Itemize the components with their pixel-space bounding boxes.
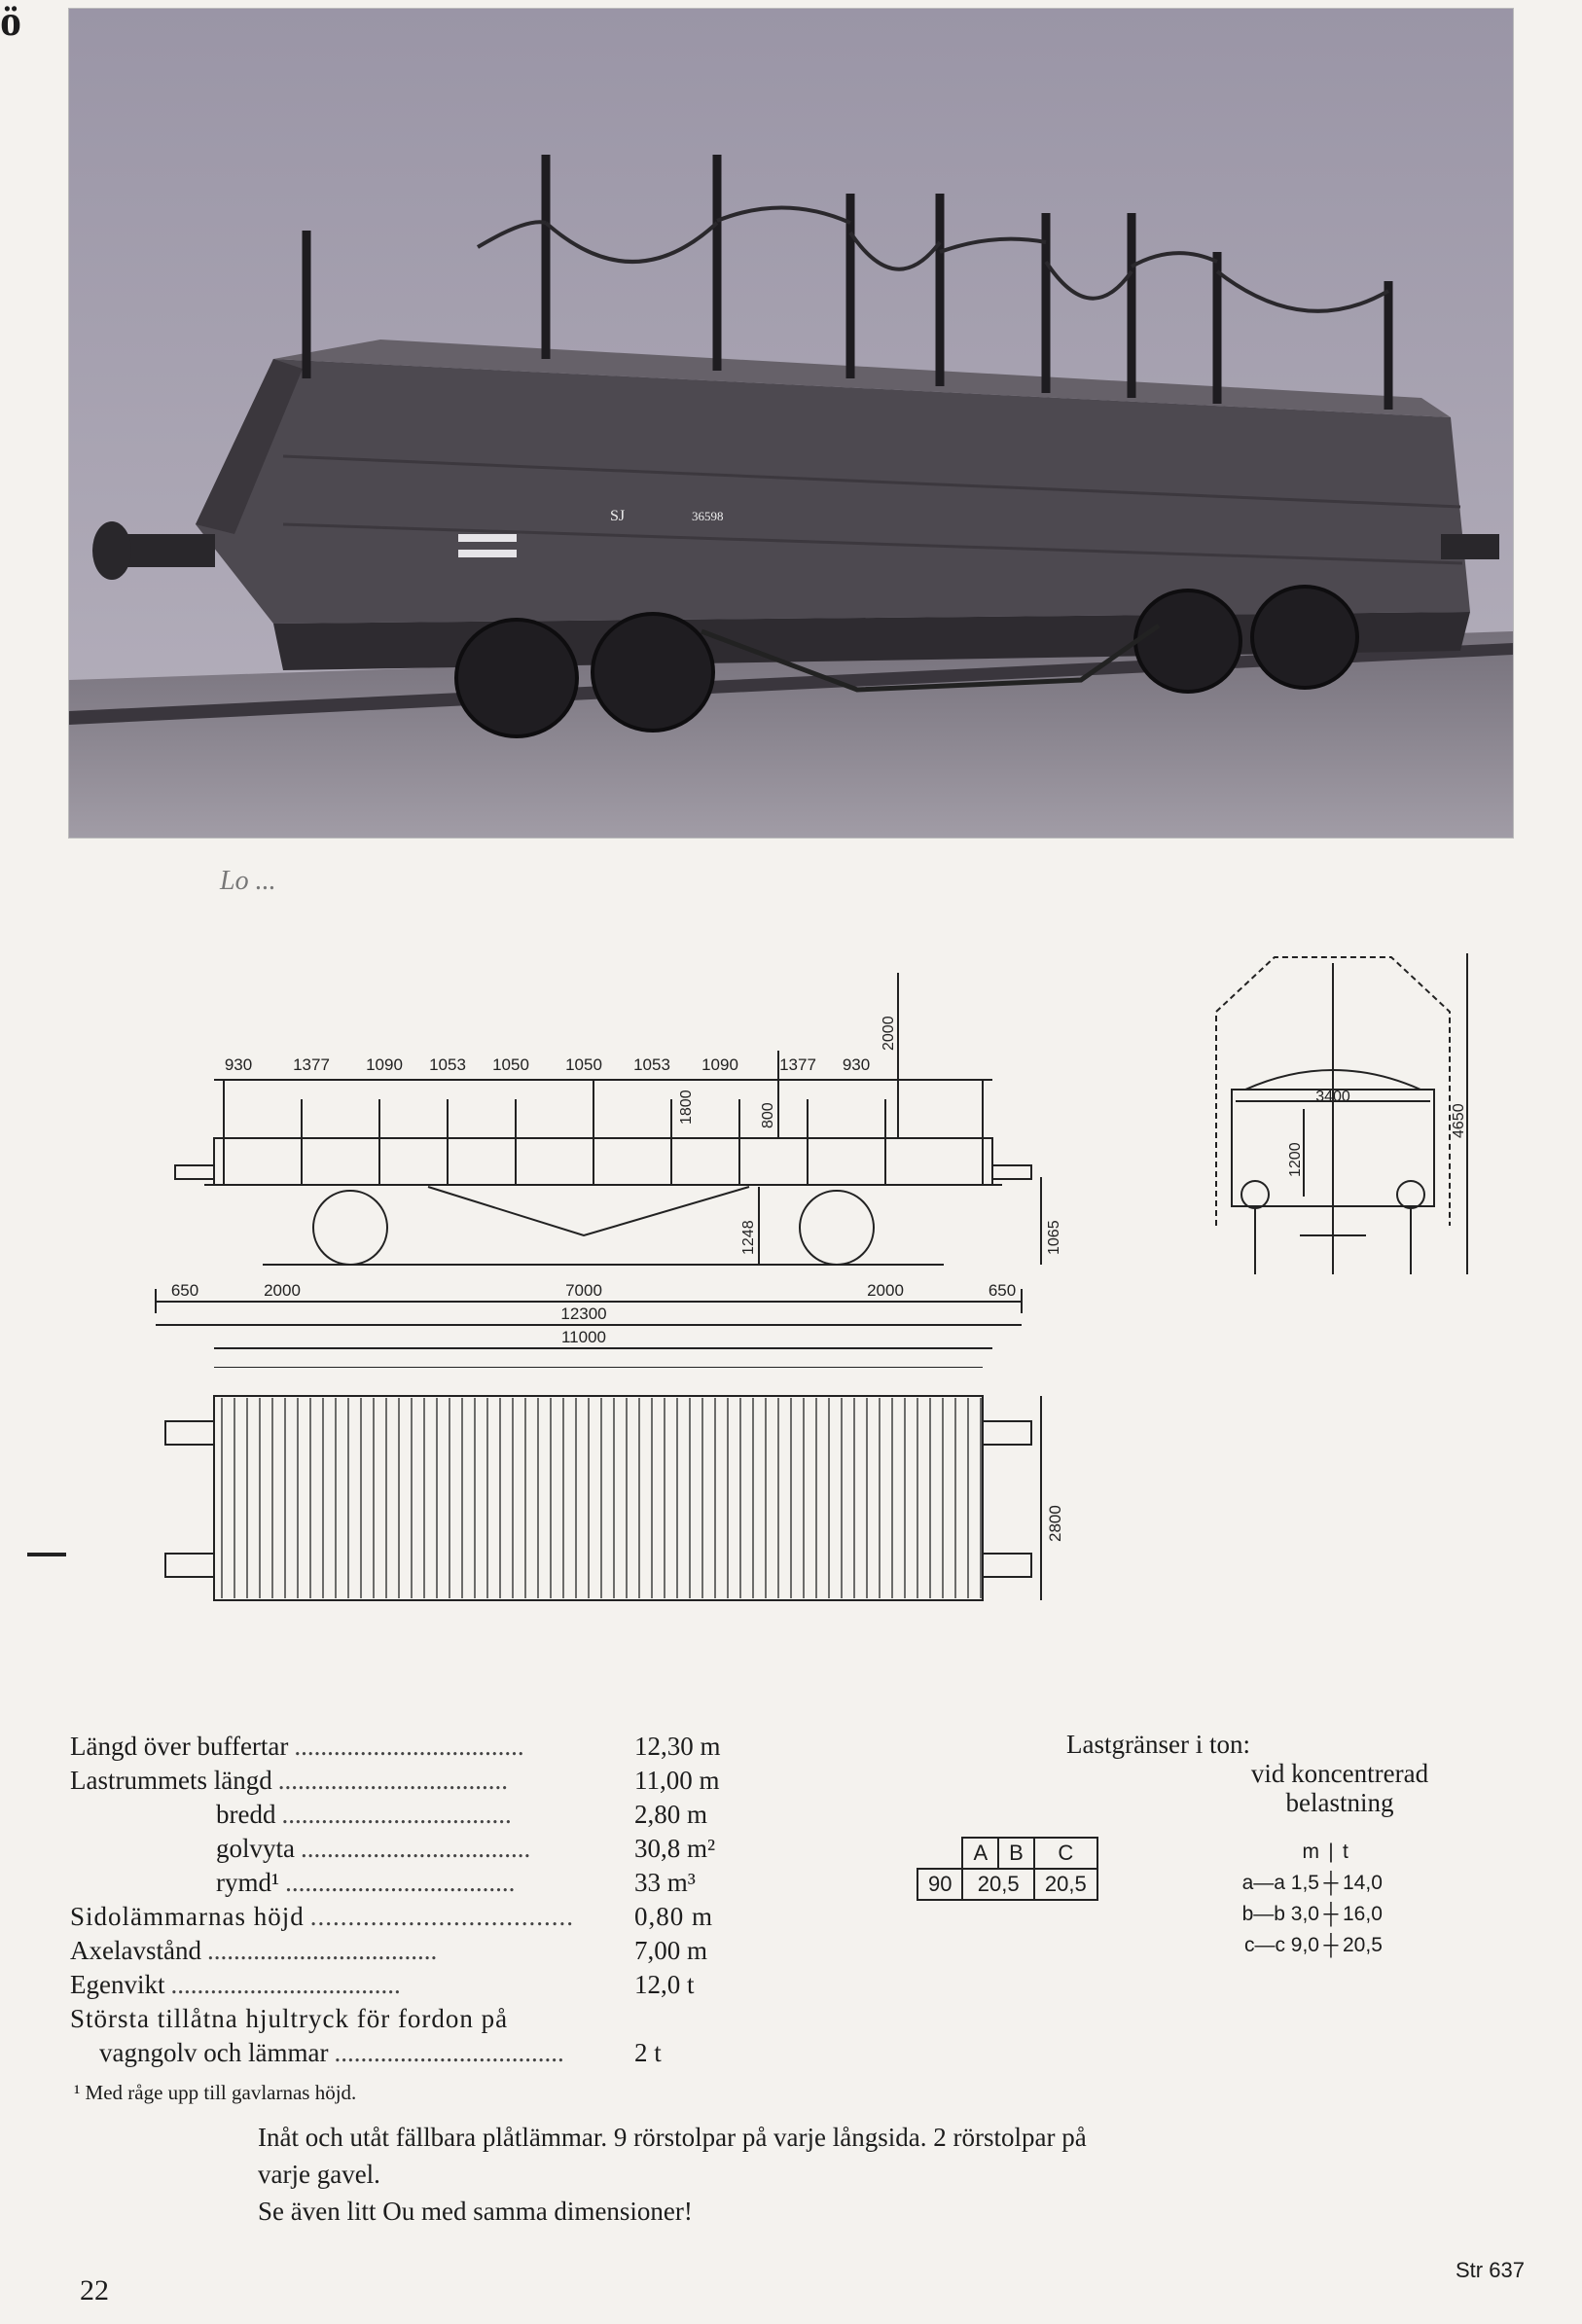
spec-value: 12,30 m	[634, 1732, 721, 1761]
dim-bottom-b: 2000	[264, 1281, 301, 1300]
dim-height-1248: 1248	[740, 1220, 757, 1255]
remarks-line1: Inåt och utåt fällbara plåtlämmar. 9 rörstolpar på varje långsida. 2 rörstolpar på	[258, 2123, 1087, 2152]
load-row-m: 3,0	[1290, 1903, 1319, 1925]
spec-row-floor-area: golvyta ................................... 30,8 m²	[70, 1832, 790, 1866]
class-b: B	[998, 1838, 1034, 1869]
dim-height-2000: 2000	[881, 1016, 897, 1051]
load-limits-sub2: belastning	[1285, 1788, 1394, 1817]
dim-bottom-d: 2000	[867, 1281, 904, 1300]
spec-label: bredd	[216, 1800, 276, 1829]
spec-row-axle: Axelavstånd ................................... 7,00 m	[70, 1934, 790, 1968]
load-row-t: 16,0	[1343, 1903, 1383, 1925]
margin-mark	[27, 1553, 66, 1556]
dim-height-1065: 1065	[1046, 1220, 1062, 1255]
load-row-t: 14,0	[1343, 1872, 1383, 1894]
row-label: 90	[917, 1869, 962, 1900]
spec-label: golvyta	[216, 1834, 295, 1863]
spec-value: 12,0 t	[634, 1970, 695, 1999]
car-mark: SJ	[610, 508, 626, 524]
load-limits	[1066, 1730, 1475, 1817]
dim-top-7: 1053	[633, 1055, 670, 1074]
dim-top-8: 1090	[701, 1055, 738, 1074]
footnote: ¹ Med råge upp till gavlarnas höjd.	[74, 2081, 357, 2104]
page-number: 22	[80, 2274, 109, 2306]
plan-width: 2800	[1046, 1505, 1064, 1542]
remarks-line2: varje gavel.	[258, 2160, 380, 2189]
dim-height-1800: 1800	[678, 1090, 695, 1125]
end-view-drawing	[1206, 944, 1479, 1299]
dim-top-9: 1377	[779, 1055, 816, 1074]
spec-label: Största tillåtna hjultryck för fordon på	[70, 2004, 509, 2033]
load-row-m: 1,5	[1290, 1872, 1319, 1894]
side-elevation-drawing	[146, 944, 1070, 1367]
remarks-line3: Se även litt Ou med samma dimensioner!	[258, 2197, 693, 2226]
spec-row-wheel-line1	[70, 2002, 790, 2036]
load-row-m: 9,0	[1290, 1934, 1319, 1956]
spec-label: vagngolv och lämmar	[99, 2038, 329, 2067]
class-a: A	[962, 1838, 998, 1869]
dim-top-2: 1377	[293, 1055, 330, 1074]
wagon-photo	[68, 8, 1514, 839]
spec-label: Sidolämmarnas höjd	[70, 1902, 305, 1931]
spec-value: 11,00 m	[634, 1766, 720, 1795]
dim-overall-body: 11000	[560, 1328, 607, 1346]
dim-top-3: 1090	[366, 1055, 403, 1074]
spec-value: 2,80 m	[634, 1800, 708, 1829]
plan-view-svg	[146, 1367, 1080, 1610]
end-view-side-height: 1200	[1287, 1142, 1304, 1177]
series-code: Str 637	[1456, 2258, 1525, 2282]
spec-value: 33 m³	[634, 1868, 696, 1897]
spec-row-weight: Egenvikt ................................... 12,0 t	[70, 1968, 790, 2002]
load-row-label: b—b	[1241, 1903, 1285, 1925]
end-view-svg	[1206, 944, 1479, 1294]
spec-label: Lastrummets längd	[70, 1766, 272, 1795]
dim-bottom-a: 650	[170, 1281, 199, 1300]
spec-row-load-length: Lastrummets längd ................................... 11,00 m	[70, 1764, 790, 1798]
dim-height-800: 800	[760, 1102, 776, 1128]
col-t: t	[1343, 1841, 1348, 1863]
spec-row-side-height: Sidolämmarnas höjd ................................... 0,80 m	[70, 1900, 790, 1934]
plan-view-drawing	[146, 1367, 1080, 1615]
class-c: C	[1034, 1838, 1097, 1869]
spec-value: 0,80 m	[634, 1902, 714, 1931]
concentrated-load-table: m | t a—a 1,5 ┼ 14,0 b—b 3,0 ┼ 16,0 c—c 9,0 ┼ 20,5	[1236, 1837, 1411, 1961]
value-ab: 20,5	[962, 1869, 1033, 1900]
spec-label: rymd¹	[216, 1868, 280, 1897]
dim-top-10: 930	[842, 1055, 871, 1074]
dim-top-1: 930	[224, 1055, 253, 1074]
load-limits-sub1: vid koncentrerad	[1250, 1759, 1429, 1788]
col-m: m	[1302, 1841, 1319, 1863]
spec-value: 2 t	[634, 2038, 662, 2067]
end-view-height: 4650	[1451, 1103, 1467, 1138]
load-row-t: 20,5	[1343, 1934, 1383, 1956]
spec-label: Längd över buffertar	[70, 1732, 289, 1761]
spec-row-volume: rymd¹ ................................... 33 m³	[70, 1866, 790, 1900]
spec-label: Axelavstånd	[70, 1936, 201, 1965]
dim-top-5: 1050	[492, 1055, 529, 1074]
car-number: 36598	[692, 509, 724, 523]
spec-label: Egenvikt	[70, 1970, 165, 1999]
spec-value: 30,8 m²	[634, 1834, 716, 1863]
route-class-table	[917, 1837, 1098, 1901]
dim-overall-total: 12300	[560, 1305, 607, 1323]
spec-row-wheel-line2: vagngolv och lämmar ................................... 2 t	[70, 2036, 790, 2070]
load-row-label: a—a	[1241, 1872, 1285, 1894]
corner-mark: ö	[0, 0, 21, 45]
dim-bottom-c: 7000	[565, 1281, 602, 1300]
dim-top-6: 1050	[565, 1055, 602, 1074]
handwritten-note: Lo ...	[220, 866, 276, 896]
spec-row-length: Längd över buffertar ................................... 12,30 m	[70, 1730, 790, 1764]
wagon-photo-svg	[69, 9, 1513, 838]
spec-row-width: bredd ................................... 2,80 m	[70, 1798, 790, 1832]
end-view-width: 3400	[1315, 1089, 1350, 1105]
value-c: 20,5	[1034, 1869, 1097, 1900]
load-row-label: c—c	[1243, 1934, 1285, 1956]
dim-top-4: 1053	[429, 1055, 466, 1074]
spec-value: 7,00 m	[634, 1936, 708, 1965]
load-limits-heading: Lastgränser i ton:	[1066, 1730, 1250, 1759]
remarks	[258, 2119, 1464, 2230]
side-elevation-svg	[146, 944, 1070, 1362]
dim-bottom-e: 650	[988, 1281, 1017, 1300]
spec-list	[70, 1730, 790, 2110]
